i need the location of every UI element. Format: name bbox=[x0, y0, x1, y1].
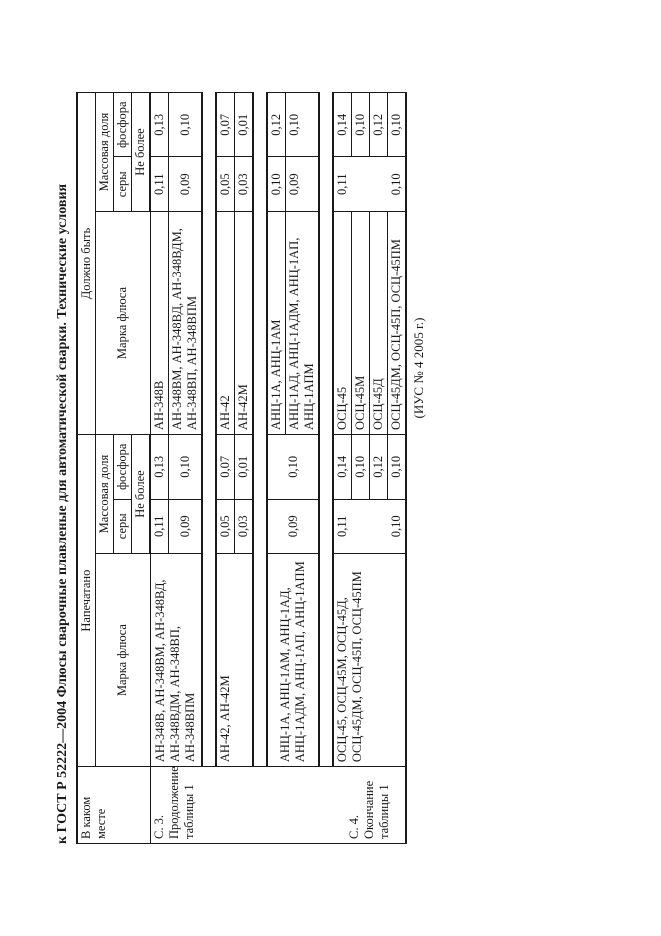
header-place: В каком месте bbox=[77, 767, 150, 844]
table-row bbox=[333, 93, 352, 844]
correct-grade: АН-348В bbox=[150, 212, 169, 435]
printed-phosphorus: 0,10 bbox=[267, 435, 319, 499]
header-not-more-printed: Не более bbox=[132, 435, 151, 554]
printed-sulfur: 0,03 bbox=[235, 499, 254, 554]
printed-sulfur: 0,10 bbox=[370, 499, 407, 554]
correct-sulfur: 0,10 bbox=[370, 157, 407, 212]
correct-grade: ОСЦ-45Д bbox=[370, 212, 388, 435]
header-phosphorus-printed: фосфора bbox=[114, 435, 132, 499]
correct-phosphorus: 0,12 bbox=[370, 93, 388, 157]
header-should-be: Должно быть bbox=[77, 93, 96, 435]
header-printed: Напечатано bbox=[77, 435, 96, 767]
printed-phosphorus: 0,01 bbox=[235, 435, 254, 499]
printed-sulfur: 0,09 bbox=[169, 499, 203, 554]
printed-grade: ОСЦ-45, ОСЦ-45М, ОСЦ-45Д, ОСЦ-45ДМ, ОСЦ-45П, ОСЦ-45ПМ bbox=[333, 554, 406, 767]
correct-sulfur: 0,11 bbox=[333, 157, 370, 212]
printed-phosphorus: 0,13 bbox=[150, 435, 169, 499]
printed-phosphorus: 0,12 bbox=[370, 435, 388, 499]
table-row bbox=[150, 93, 169, 844]
correct-sulfur: 0,10 bbox=[267, 157, 286, 212]
correct-phosphorus: 0,01 bbox=[235, 93, 254, 157]
correct-sulfur: 0,09 bbox=[169, 157, 203, 212]
printed-phosphorus: 0,14 bbox=[333, 435, 352, 499]
errata-table bbox=[76, 92, 407, 844]
place-section-1: С. 3. Продолжение таблицы 1 bbox=[150, 767, 333, 844]
correct-sulfur: 0,11 bbox=[150, 157, 169, 212]
correct-grade: ОСЦ-45 bbox=[333, 212, 352, 435]
printed-grade: АН-348В, АН-348ВМ, АН-348ВД, АН-348ВДМ, АН-348ВП, АН-348ВПМ bbox=[150, 554, 202, 767]
header-mass-fraction-printed: Массовая доля bbox=[96, 435, 114, 554]
correct-phosphorus: 0,13 bbox=[150, 93, 169, 157]
printed-grade: АНЦ-1А, АНЦ-1АМ, АНЦ-1АД, АНЦ-1АДМ, АНЦ-1АП, АНЦ-1АПМ bbox=[267, 554, 319, 767]
correct-phosphorus: 0,07 bbox=[216, 93, 235, 157]
correct-phosphorus: 0,10 bbox=[169, 93, 203, 157]
correct-phosphorus: 0,12 bbox=[267, 93, 286, 157]
printed-grade: АН-42, АН-42М bbox=[216, 554, 253, 767]
document-title: к ГОСТ Р 52222—2004 Флюсы сварочные плавленые для автоматической сварки. Технические условия bbox=[55, 183, 70, 844]
header-mass-fraction-correct: Массовая доля bbox=[96, 93, 114, 212]
place-section-2: С. 4. Окончание таблицы 1 bbox=[333, 767, 406, 844]
correct-grade: АНЦ-1АД, АНЦ-1АДМ, АНЦ-1АП, АНЦ-1АПМ bbox=[286, 212, 320, 435]
correct-phosphorus: 0,10 bbox=[286, 93, 320, 157]
printed-sulfur: 0,05 bbox=[216, 499, 235, 554]
correct-grade: АН-42М bbox=[235, 212, 254, 435]
correct-grade: ОСЦ-45ДМ, ОСЦ-45П, ОСЦ-45ПМ bbox=[388, 212, 407, 435]
correct-phosphorus: 0,10 bbox=[388, 93, 407, 157]
correct-phosphorus: 0,14 bbox=[333, 93, 352, 157]
table-row bbox=[267, 93, 286, 844]
correct-grade: АН-348ВМ, АН-348ВД, АН-348ВДМ, АН-348ВП, АН-348ВПМ bbox=[169, 212, 203, 435]
header-sulfur-printed: серы bbox=[114, 499, 132, 554]
correct-grade: АН-42 bbox=[216, 212, 235, 435]
printed-sulfur: 0,09 bbox=[267, 499, 319, 554]
header-sulfur-correct: серы bbox=[114, 157, 132, 212]
printed-sulfur: 0,11 bbox=[333, 499, 370, 554]
printed-phosphorus: 0,10 bbox=[169, 435, 203, 499]
header-not-more-correct: Не более bbox=[132, 93, 151, 212]
printed-phosphorus: 0,07 bbox=[216, 435, 235, 499]
amendment-note: (ИУС № 4 2005 г.) bbox=[411, 317, 426, 419]
correct-grade: АНЦ-1А, АНЦ-1АМ bbox=[267, 212, 286, 435]
table-row bbox=[216, 93, 235, 844]
printed-phosphorus: 0,10 bbox=[352, 435, 370, 499]
correct-sulfur: 0,09 bbox=[286, 157, 320, 212]
header-flux-grade-correct: Марка флюса bbox=[96, 212, 151, 435]
correct-grade: ОСЦ-45М bbox=[352, 212, 370, 435]
correct-phosphorus: 0,10 bbox=[352, 93, 370, 157]
rotated-page bbox=[50, 78, 610, 858]
correct-sulfur: 0,03 bbox=[235, 157, 254, 212]
printed-phosphorus: 0,10 bbox=[388, 435, 407, 499]
header-phosphorus-correct: фосфора bbox=[114, 93, 132, 157]
printed-sulfur: 0,11 bbox=[150, 499, 169, 554]
correct-sulfur: 0,05 bbox=[216, 157, 235, 212]
header-flux-grade-printed: Марка флюса bbox=[96, 554, 151, 767]
